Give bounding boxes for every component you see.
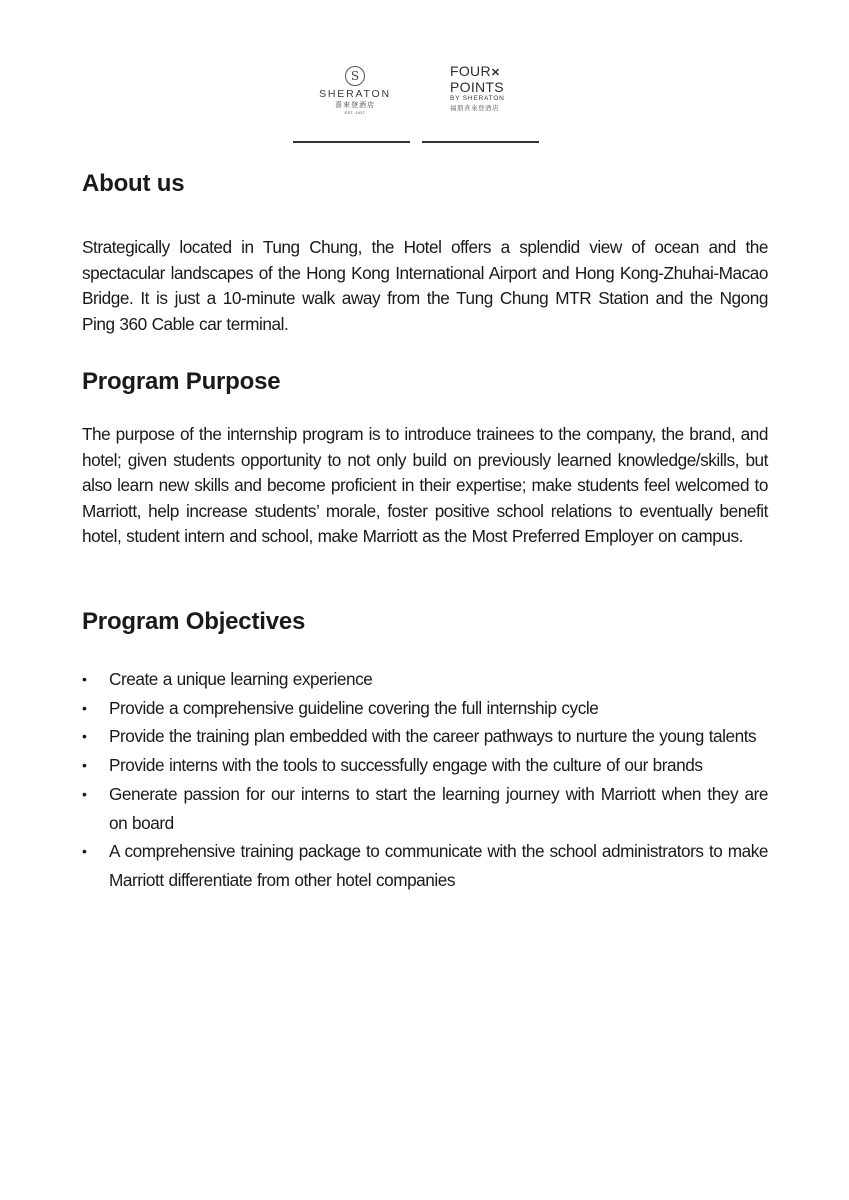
sheraton-tagline: EST. 1937 [344,111,366,115]
objective-item [82,694,768,723]
objective-item [82,780,768,837]
sheraton-brand-name: SHERATON [319,88,391,100]
bullet-icon: • [82,728,87,745]
objectives-list [82,665,768,895]
objective-text: Provide a comprehensive guideline covering the full internship cycle [109,697,599,718]
bullet-icon: • [82,671,87,687]
four-points-chinese-name: 福朋喜來登酒店 [450,104,499,112]
sheraton-emblem-icon: S [345,66,365,86]
bullet-icon: • [82,699,87,716]
objectives-heading: Program Objectives [82,608,306,635]
objective-text: A comprehensive training package to communicate with the school administrators to make Marriott differentiate from other hotel companies [109,841,768,890]
about-heading: About us [82,170,185,197]
purpose-heading: Program Purpose [82,368,281,395]
four-points-logo [450,64,525,113]
bullet-icon: • [82,757,87,774]
logo-divider-left [293,141,410,143]
objective-item [82,837,768,894]
objective-text: Provide the training plan embedded with the career pathways to nurture the young talents [109,726,757,747]
sheraton-logo [305,66,405,116]
four-points-mark-icon: ✕ [490,67,501,79]
sheraton-chinese-name: 喜來登酒店 [335,101,375,109]
objective-item [82,665,768,694]
four-points-word-four: FOUR [450,63,491,79]
purpose-paragraph: The purpose of the internship program is to introduce trainees to the company, the brand, and hotel; given students opportunity to not only build on previously learned knowledge/skills, but also learn new skills and become proficient in their expertise; make students feel welcomed to Marriott, help increase students’ morale, foster positive school relations to eventually benefit hotel, student intern and school, make Marriott as the Most Preferred Employer on campus. [82,424,768,546]
objective-item [82,722,768,751]
logo-divider-right [422,141,539,143]
objective-text: Create a unique learning experience [109,669,373,689]
bullet-icon: • [82,843,87,860]
four-points-line1 [450,64,525,80]
four-points-sub: BY SHERATON [450,95,505,102]
four-points-line2: POINTS [450,79,504,95]
objective-text: Provide interns with the tools to successfully engage with the culture of our brands [109,755,703,776]
objective-text: Generate passion for our interns to start the learning journey with Marriott when they are on board [109,783,768,833]
about-paragraph: Strategically located in Tung Chung, the Hotel offers a splendid view of ocean and the spectacular landscapes of the Hong Kong International Airport and Hong Kong-Zhuhai-Macao Bridge. It is just a 10-minute walk away from the Tung Chung MTR Station and the Ngong Ping 360 Cable car terminal. [82,237,768,334]
logo-header [0,62,849,152]
bullet-icon: • [82,785,87,802]
objective-item [82,751,768,780]
